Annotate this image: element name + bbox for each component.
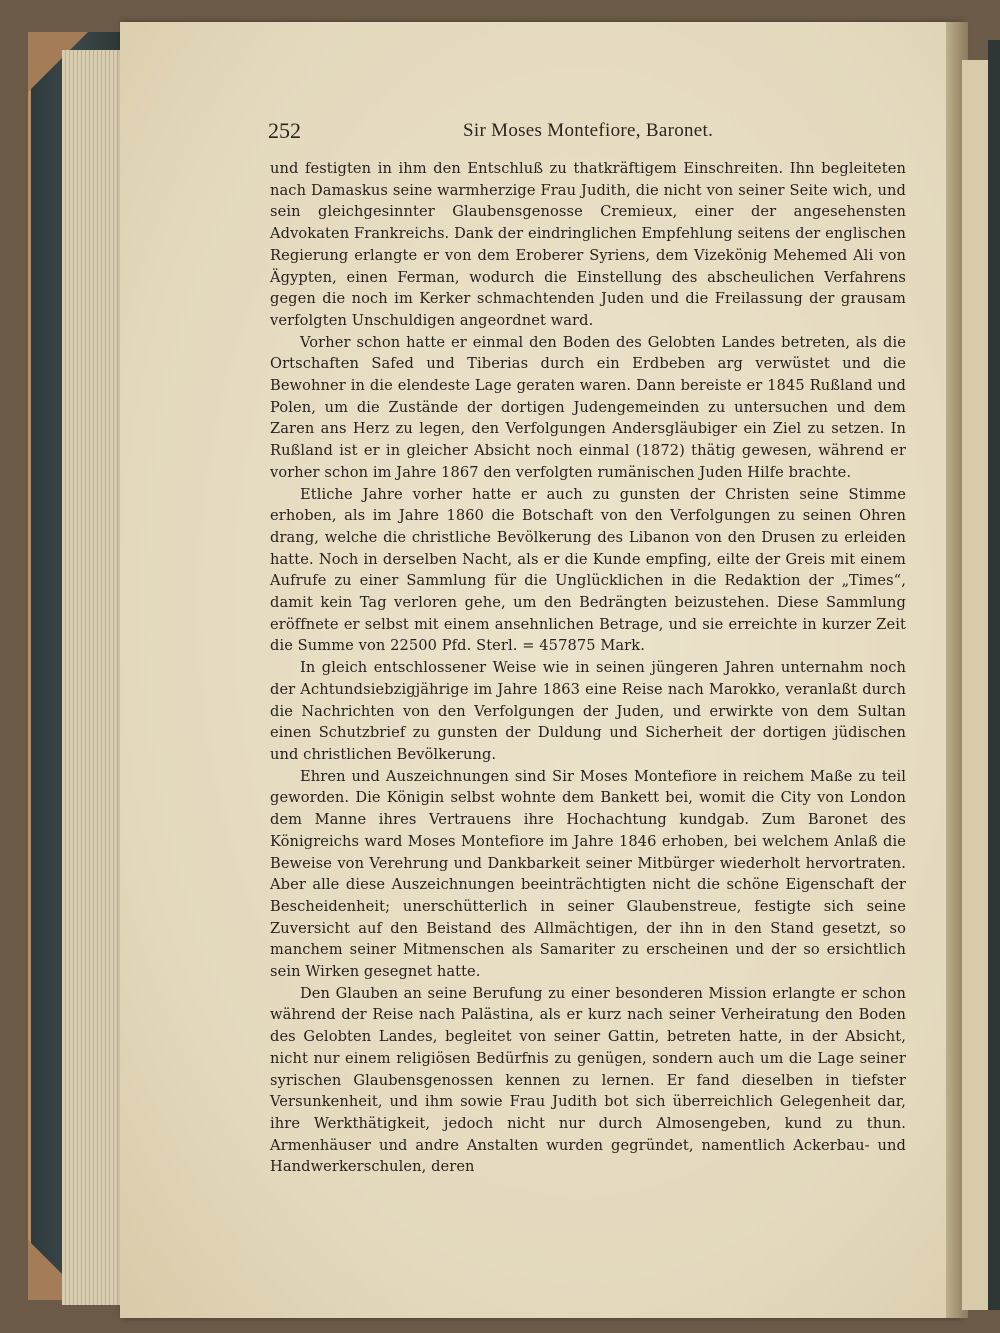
page-header [268, 118, 908, 148]
paragraph: In gleich entschlossener Weise wie in seinen jüngeren Jahren unternahm noch der Achtundsiebzigjährige im Jahre 1863 eine Reise nach Marokko, veranlaßt durch die Nachrichten von den Verfolgungen der Juden, und erwirkte von dem Sultan einen Schutzbrief zu gunsten der Duldung und Sicherheit der dortigen jüdischen und christlichen Bevölkerung. [270, 659, 906, 763]
paragraph: Etliche Jahre vorher hatte er auch zu gunsten der Christen seine Stimme erhoben, als im Jahre 1860 die Botschaft von den Verfolgungen zu seinen Ohren drang, welche die christliche Bevölkerung des Libanon von den Drusen zu erleiden hatte. Noch in derselben Nacht, als er die Kunde empfing, eilte der Greis mit einem Aufrufe zu einer Sammlung für die Unglücklichen in die Redaktion der „Times“, damit kein Tag verloren gehe, um den Bedrängten beizustehen. Diese Sammlung eröffnete er selbst mit einem ansehnlichen Betrage, und sie erreichte in kurzer Zeit die Summe von 22500 Pfd. Sterl. = 457875 Mark. [270, 485, 906, 655]
book-cover-right [988, 40, 1000, 1310]
paragraph: Ehren und Auszeichnungen sind Sir Moses Montefiore in reichem Maße zu teil geworden. Die Königin selbst wohnte dem Bankett bei, womit die City von London dem Manne ihres Vertrauens ihre Hochachtung kundgab. Zum Baronet des Königreichs ward Moses Montefiore im Jahre 1846 erhoben, bei welchem Anlaß die Beweise von Verehrung und Dankbarkeit seiner Mitbürger wiederholt hervortraten. Aber alle diese Auszeichnungen beeinträchtigten nicht die schöne Eigenschaft der Bescheidenheit; unerschütterlich in seiner Glaubenstreue, festigte sich seine Zuversicht auf den Beistand des Allmächtigen, der ihn in den Stand gesetzt, so manchem seiner Mitmenschen als Samariter zu erscheinen und der so ersichtlich sein Wirken gesegnet hatte. [270, 767, 906, 981]
paragraph: und festigten in ihm den Entschluß zu thatkräftigem Einschreiten. Ihn begleiteten nach Damaskus seine warmherzige Frau Judith, die nicht von seiner Seite wich, und sein gleichgesinnter Glaubensgenosse Cremieux, einer der angesehensten Advokaten Frankreichs. Dank der eindringlichen Empfehlung seitens der englischen Regierung erlangte er von dem Eroberer Syriens, dem Vizekönig Mehemed Ali von Ägypten, einen Ferman, wodurch die Einstellung des abscheulichen Verfahrens gegen die noch im Kerker schmachtenden Juden und die Freilassung der grausam verfolgten Unschuldigen angeordnet ward. [270, 160, 906, 329]
page-number: 252 [268, 118, 301, 143]
paragraph: Den Glauben an seine Berufung zu einer besonderen Mission erlangte er schon während der Reise nach Palästina, als er kurz nach seiner Verheiratung den Boden des Gelobten Landes, begleitet von seiner Gattin, betreten hatte, in der Absicht, nicht nur einem religiösen Bedürfnis zu genügen, sondern auch um die Lage seiner syrischen Glaubensgenossen kennen zu lernen. Er fand dieselben in tiefster Versunkenheit, und ihm sowie Frau Judith bot sich überreichlich Gelegenheit dar, ihre Werkthätigkeit, jedoch nicht nur durch Almosengeben, kund zu thun. Armenhäuser und andre Anstalten wurden gegründet, namentlich Ackerbau- und Handwerkerschulen, deren [270, 984, 906, 1176]
body-text [270, 158, 906, 1178]
running-title: Sir Moses Montefiore, Baronet. [463, 120, 714, 141]
paragraph: Vorher schon hatte er einmal den Boden des Gelobten Landes betreten, als die Ortschaften Safed und Tiberias durch ein Erdbeben arg verwüstet und die Bewohner in die elendeste Lage geraten waren. Dann bereiste er 1845 Rußland und Polen, um die Zustände der dortigen Judengemeinden zu untersuchen und dem Zaren ans Herz zu legen, den Verfolgungen Andersgläubiger ein Ziel zu setzen. In Rußland ist er in gleicher Absicht noch einmal (1872) thätig gewesen, während er vorher schon im Jahre 1867 den verfolgten rumänischen Juden Hilfe brachte. [270, 333, 906, 481]
